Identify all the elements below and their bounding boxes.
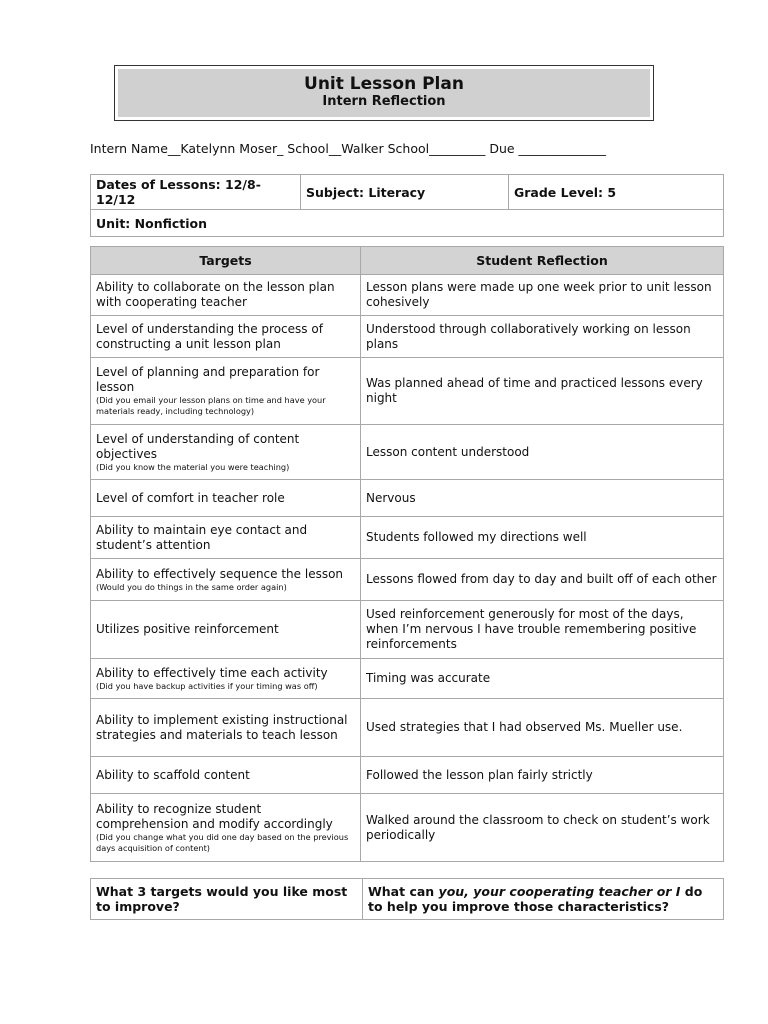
target-cell (91, 425, 361, 480)
target-cell (91, 480, 361, 517)
target-text: Ability to implement existing instructional strategies and materials to teach lesson (96, 712, 348, 742)
help-question-prefix: What can (368, 884, 439, 899)
reflection-table (90, 246, 724, 862)
target-cell (91, 601, 361, 659)
target-text: Ability to collaborate on the lesson plan with cooperating teacher (96, 280, 335, 309)
dates-of-lessons: Dates of Lessons: 12/8-12/12 (91, 175, 301, 210)
help-question (363, 879, 724, 920)
target-text: Level of comfort in teacher role (96, 490, 285, 505)
table-row (91, 358, 724, 425)
column-header-student-reflection: Student Reflection (361, 247, 724, 275)
improvement-table (90, 878, 724, 920)
intern-info-line: Intern Name__Katelynn Moser_ School__Walker School_________ Due ______________ (90, 141, 607, 156)
target-cell (91, 559, 361, 601)
table-row (91, 559, 724, 601)
target-text: Utilizes positive reinforcement (96, 622, 279, 636)
lesson-info-table (90, 174, 724, 237)
reflection-cell: Nervous (361, 480, 724, 517)
page-title: Unit Lesson Plan (304, 74, 464, 94)
reflection-cell: Used reinforcement generously for most of the days, when I’m nervous I have trouble remembering positive reinforcements (361, 601, 724, 659)
grade-level: Grade Level: 5 (509, 175, 724, 210)
target-cell (91, 358, 361, 425)
target-text: Ability to maintain eye contact and student’s attention (96, 522, 308, 552)
target-text: Level of understanding of content objectives (96, 431, 300, 461)
table-row (91, 601, 724, 659)
reflection-cell: Students followed my directions well (361, 517, 724, 559)
reflection-cell: Lesson plans were made up one week prior to unit lesson cohesively (361, 275, 724, 316)
header-banner (118, 69, 650, 117)
page-subtitle: Intern Reflection (322, 94, 446, 109)
target-text: Level of planning and preparation for lesson (96, 365, 320, 394)
reflection-cell: Followed the lesson plan fairly strictly (361, 757, 724, 794)
reflection-cell: Lesson content understood (361, 425, 724, 480)
table-row (91, 659, 724, 699)
reflection-cell: Lessons flowed from day to day and built off of each other (361, 559, 724, 601)
table-row (91, 425, 724, 480)
table-header-row (91, 247, 724, 275)
target-note: (Did you email your lesson plans on time and have your materials ready, including technology) (96, 395, 326, 416)
target-cell (91, 757, 361, 794)
reflection-cell: Used strategies that I had observed Ms. Mueller use. (361, 699, 724, 757)
improve-targets-question: What 3 targets would you like most to improve? (91, 879, 363, 920)
reflection-cell: Timing was accurate (361, 659, 724, 699)
column-header-targets: Targets (91, 247, 361, 275)
target-text: Ability to effectively time each activity (96, 665, 328, 680)
target-cell (91, 699, 361, 757)
target-cell (91, 275, 361, 316)
table-row (91, 480, 724, 517)
target-note: (Did you have backup activities if your timing was off) (96, 680, 318, 691)
table-row (91, 794, 724, 862)
unit: Unit: Nonfiction (91, 210, 724, 237)
target-cell (91, 517, 361, 559)
target-text: Ability to scaffold content (96, 767, 250, 782)
subject: Subject: Literacy (301, 175, 509, 210)
table-row (91, 757, 724, 794)
table-row (91, 316, 724, 358)
help-question-emphasis: you, your cooperating teacher or I (438, 884, 681, 899)
reflection-cell: Understood through collaboratively working on lesson plans (361, 316, 724, 358)
table-row (91, 517, 724, 559)
help-question-suffix: do to help you improve those characteristics? (368, 884, 703, 914)
reflection-cell: Was planned ahead of time and practiced lessons every night (361, 358, 724, 425)
target-text: Level of understanding the process of constructing a unit lesson plan (96, 321, 323, 351)
target-text: Ability to effectively sequence the lesson (96, 566, 344, 581)
target-cell (91, 794, 361, 862)
table-row (91, 699, 724, 757)
target-note: (Would you do things in the same order again) (96, 581, 287, 592)
target-note: (Did you change what you did one day based on the previous days acquisition of content) (96, 831, 349, 853)
reflection-cell: Walked around the classroom to check on student’s work periodically (361, 794, 724, 862)
header-box (114, 65, 654, 121)
target-text: Ability to recognize student comprehension and modify accordingly (96, 801, 333, 831)
target-cell (91, 316, 361, 358)
table-row (91, 275, 724, 316)
target-cell (91, 659, 361, 699)
target-note: (Did you know the material you were teaching) (96, 461, 290, 472)
